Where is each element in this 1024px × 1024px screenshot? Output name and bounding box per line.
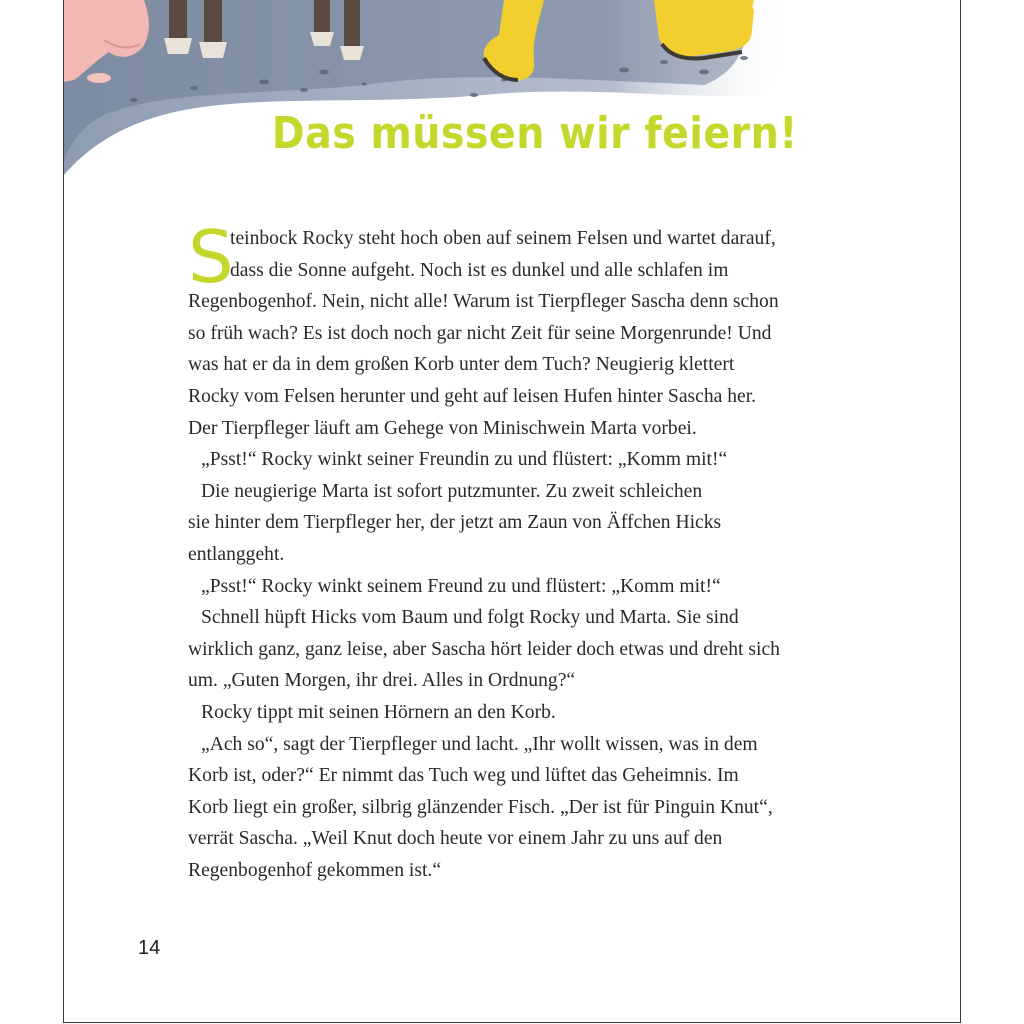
text-line: dass die Sonne aufgeht. Noch ist es dunkel und alle schlafen im [230, 259, 729, 281]
text-line: teinbock Rocky steht hoch oben auf seinem Felsen und wartet darauf, [230, 228, 776, 249]
text-line: Regenbogenhof gekommen ist.“ [188, 859, 442, 881]
text-line: was hat er da in dem großen Korb unter dem Tuch? Neugierig klettert [188, 354, 735, 376]
text-line: Der Tierpfleger läuft am Gehege von Minischwein Marta vorbei. [188, 417, 697, 439]
text-line: um. „Guten Morgen, ihr drei. Alles in Ordnung?“ [188, 670, 576, 692]
text-line: Rocky vom Felsen herunter und geht auf leisen Hufen hinter Sascha her. [188, 385, 757, 407]
text-line: Rocky tippt mit seinen Hörnern an den Korb. [201, 701, 556, 723]
text-line: „Ach so“, sagt der Tierpfleger und lacht. „Ihr wollt wissen, was in dem [201, 733, 758, 755]
text-line: entlanggeht. [188, 543, 285, 565]
text-line: „Psst!“ Rocky winkt seiner Freundin zu und flüstert: „Komm mit!“ [201, 449, 728, 471]
text-line: verrät Sascha. „Weil Knut doch heute vor einem Jahr zu uns auf den [188, 828, 723, 850]
page-number: 14 [138, 937, 161, 959]
drop-cap: S [188, 215, 234, 299]
text-line: Korb ist, oder?“ Er nimmt das Tuch weg und lüftet das Geheimnis. Im [188, 765, 739, 787]
text-line: so früh wach? Es ist doch noch gar nicht Zeit für seine Morgenrunde! Und [188, 322, 772, 344]
text-line: Regenbogenhof. Nein, nicht alle! Warum ist Tierpfleger Sascha denn schon [188, 291, 779, 313]
story-text [188, 215, 888, 886]
text-line: Die neugierige Marta ist sofort putzmunter. Zu zweit schleichen [201, 480, 703, 502]
text-line: Schnell hüpft Hicks vom Baum und folgt Rocky und Marta. Sie sind [201, 607, 739, 629]
text-line: „Psst!“ Rocky winkt seinem Freund zu und flüstert: „Komm mit!“ [201, 575, 721, 597]
text-line: Korb liegt ein großer, silbrig glänzender Fisch. „Der ist für Pinguin Knut“, [188, 796, 773, 818]
book-page [63, 0, 961, 1023]
text-line: wirklich ganz, ganz leise, aber Sascha hört leider doch etwas und dreht sich [188, 638, 780, 660]
chapter-title: Das müssen wir feiern! [271, 108, 798, 159]
text-line: sie hinter dem Tierpfleger her, der jetzt am Zaun von Äffchen Hicks [188, 512, 722, 534]
